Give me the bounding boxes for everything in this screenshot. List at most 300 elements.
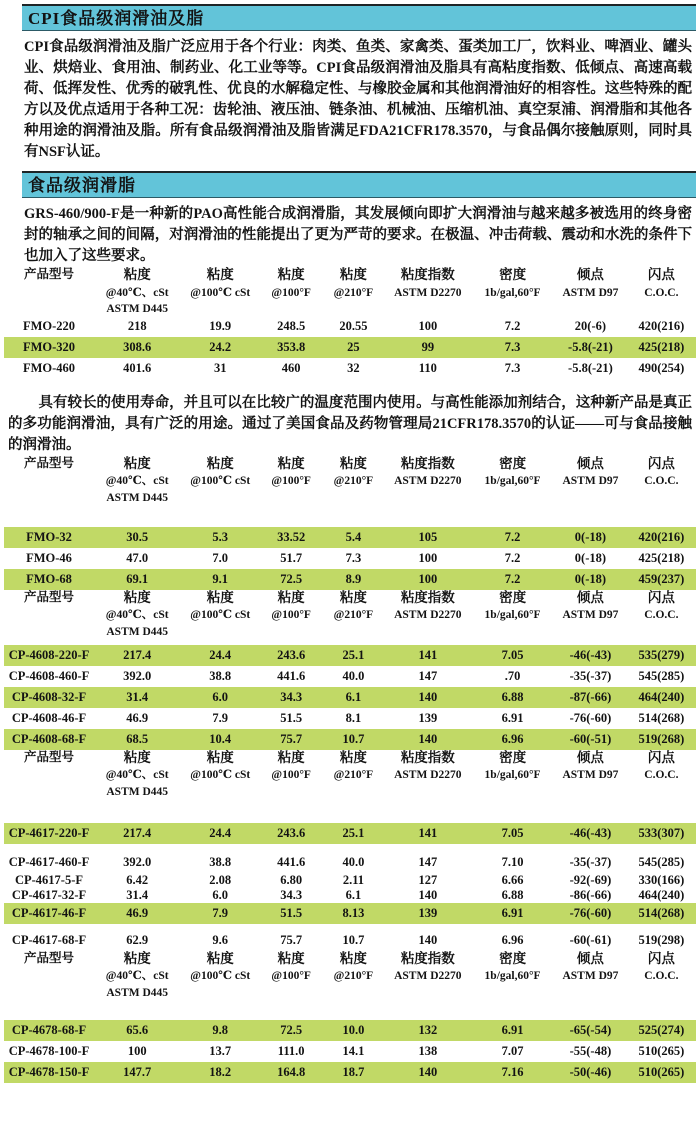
column-header [627, 456, 696, 527]
value-cell: 7.07 [501, 1044, 524, 1059]
spec-table-header [4, 750, 696, 823]
value-cell: 441.6 [277, 855, 306, 870]
value-cell: 490(254) [638, 361, 685, 376]
value-cell: -5.8(-21) [554, 337, 627, 358]
column-header-line: 粘度指数 [400, 267, 455, 282]
column-header [94, 951, 181, 1020]
value-cell: -55(-48) [569, 1044, 612, 1059]
value-cell: 47.0 [126, 551, 149, 566]
product-model-cell: CP-4608-46-F [11, 711, 87, 726]
value-cell: -86(-66) [569, 888, 612, 903]
table-row [4, 316, 696, 337]
product-model-cell: CP-4608-220-F [4, 645, 94, 666]
value-cell: 392.0 [123, 669, 152, 684]
column-header [627, 590, 696, 645]
column-header-line: @100℃ cSt [190, 769, 251, 782]
column-header [260, 590, 322, 645]
value-cell: -65(-54) [554, 1020, 627, 1041]
column-header [554, 750, 627, 823]
value-cell: 14.1 [342, 1044, 365, 1059]
product-model-cell: CP-4608-460-F [8, 669, 90, 684]
value-cell: 9.6 [212, 933, 229, 948]
value-cell: 20(-6) [574, 319, 607, 334]
column-header-line: ASTM D97 [562, 286, 619, 299]
header-row [4, 750, 696, 823]
value-cell: 40.0 [342, 669, 365, 684]
table-row [4, 666, 696, 687]
value-cell: 31 [213, 361, 227, 376]
column-header [627, 951, 696, 1020]
column-header-line: @210°F [333, 286, 374, 299]
value-cell: 0(-18) [554, 569, 627, 590]
value-cell: 8.9 [322, 569, 384, 590]
value-cell: 2.11 [342, 873, 365, 888]
value-cell: 30.5 [94, 527, 181, 548]
column-header [554, 456, 627, 527]
column-header-product: 产品型号 [23, 749, 74, 764]
column-header-product: 产品型号 [23, 267, 74, 281]
column-header-line: 粘度 [123, 589, 151, 605]
table-row [4, 527, 696, 548]
value-cell: -46(-43) [554, 823, 627, 844]
column-header-line: 粘度 [277, 455, 305, 471]
column-header-line: 粘度 [123, 950, 151, 966]
table-row [4, 729, 696, 750]
intro-paragraph: CPI食品级润滑油及脂广泛应用于各个行业：肉类、鱼类、家禽类、蛋类加工厂，饮料业、啤酒业、罐头业、烘焙业、食用油、制药业、化工业等等。CPI食品级润滑油及脂具有高粘度指数、低倾点、高速高载荷、低挥发性、优秀的破乳性、优良的水解稳定性、与橡胶金属和其他润滑油好的相容性。这些特殊的配方以及优点适用于各种工况：齿轮油、液压油、链条油、机械油、压缩机油、真空泵浦、润滑脂和其他各种用途的润滑油及脂。所有食品级润滑油及脂皆满足FDA21CFR178.3570，与食品偶尔接触原则，同时具有NSF认证。 [24, 39, 692, 160]
column-header-line: 1b/gal,60°F [484, 286, 541, 299]
fmo-note-paragraph: 具有较长的使用寿命，并且可以在比较广的温度范围内使用。与高性能添加剂结合，这种新产品是真正的多功能润滑油，具有广泛的用途。通过了美国食品及药物管理局21CFR178.3570的认证——可与食品接触的润滑油。 [8, 394, 692, 453]
value-cell: 111.0 [277, 1044, 305, 1059]
column-header-line: ASTM D2270 [394, 970, 462, 983]
column-header [554, 951, 627, 1020]
column-header-line: C.O.C. [644, 609, 679, 622]
column-header-line: 倾点 [576, 267, 604, 282]
column-header [260, 456, 322, 527]
table-row [4, 569, 696, 590]
column-header-line: 粘度 [206, 950, 234, 966]
column-header-line: C.O.C. [644, 286, 679, 299]
column-header-line: 粘度 [206, 589, 234, 605]
value-cell: 105 [385, 527, 472, 548]
value-cell: 75.7 [280, 933, 303, 948]
column-header-line: @100℃ cSt [190, 286, 251, 299]
column-header-line: ASTM D97 [562, 970, 619, 983]
spec-table-cp4617 [4, 750, 696, 951]
column-header-line: 粘度 [123, 267, 151, 282]
value-cell: 147 [418, 669, 438, 684]
value-cell: 6.88 [471, 687, 554, 708]
column-header-line: 倾点 [576, 749, 604, 765]
value-cell: -5.8(-21) [568, 361, 613, 376]
table-row [4, 873, 696, 888]
value-cell: 0(-18) [574, 551, 607, 566]
column-header-product: 产品型号 [23, 455, 74, 470]
value-cell: 8.13 [322, 903, 384, 924]
column-header-line: ASTM D445 [106, 986, 169, 999]
column-header-product: 产品型号 [23, 950, 74, 965]
column-header-line: ASTM D445 [106, 785, 169, 798]
column-header-line: C.O.C. [644, 970, 679, 983]
column-header-line: 粘度 [339, 267, 367, 282]
column-header [385, 456, 472, 527]
value-cell: 33.52 [260, 527, 322, 548]
value-cell: 425(218) [638, 551, 685, 566]
value-cell: 6.91 [501, 711, 524, 726]
value-cell: 18.2 [180, 1062, 260, 1083]
spec-table-header [4, 951, 696, 1020]
value-cell: 6.91 [471, 1020, 554, 1041]
value-cell: 31.4 [94, 687, 181, 708]
value-cell: -46(-43) [554, 645, 627, 666]
column-header [322, 267, 384, 316]
column-header [627, 267, 696, 316]
value-cell: 7.2 [471, 527, 554, 548]
column-header [471, 951, 554, 1020]
value-cell: 218 [127, 319, 147, 334]
table-row [4, 823, 696, 844]
value-cell: -87(-66) [554, 687, 627, 708]
value-cell: 147 [418, 855, 438, 870]
column-header-line: 闪点 [647, 455, 675, 471]
product-model-cell: FMO-32 [4, 527, 94, 548]
value-cell: 464(240) [638, 888, 685, 903]
value-cell: -76(-60) [554, 903, 627, 924]
value-cell: 6.66 [501, 873, 524, 888]
value-cell: 7.2 [504, 551, 521, 566]
spec-table-header [4, 456, 696, 527]
product-model-cell: FMO-460 [22, 361, 76, 376]
value-cell: 132 [385, 1020, 472, 1041]
product-model-cell: FMO-46 [26, 551, 72, 566]
value-cell: 510(265) [638, 1044, 685, 1059]
column-header-line: 密度 [499, 455, 527, 471]
value-cell: 38.8 [209, 669, 232, 684]
column-header [260, 750, 322, 823]
column-header-line: C.O.C. [644, 769, 679, 782]
value-cell: 140 [385, 1062, 472, 1083]
value-cell: 164.8 [260, 1062, 322, 1083]
column-header [260, 951, 322, 1020]
product-model-cell: FMO-220 [22, 319, 76, 334]
column-header [322, 951, 384, 1020]
product-model-cell: CP-4617-46-F [4, 903, 94, 924]
value-cell: 100 [418, 551, 438, 566]
column-header [180, 267, 260, 316]
value-cell: 62.9 [126, 933, 149, 948]
table-row [4, 903, 696, 924]
value-cell: 51.5 [280, 711, 303, 726]
column-header-line: @100℃ cSt [190, 475, 251, 488]
section-title-oils: CPI食品级润滑油及脂 [28, 9, 205, 28]
value-cell: 140 [418, 933, 438, 948]
column-header-line: 粘度指数 [400, 589, 455, 605]
column-header-line: @100°F [271, 286, 311, 299]
column-header-line: ASTM D2270 [394, 609, 462, 622]
value-cell: 100 [418, 319, 438, 334]
column-header-line: 粘度指数 [400, 950, 455, 966]
value-cell: 460 [281, 361, 301, 376]
value-cell: 100 [385, 569, 472, 590]
product-model-cell: CP-4617-5-F [14, 873, 83, 888]
column-header-line: 粘度指数 [400, 455, 455, 471]
value-cell: -35(-37) [569, 669, 612, 684]
column-header-line: 1b/gal,60°F [484, 769, 541, 782]
value-cell: 13.7 [209, 1044, 232, 1059]
spec-table-cp4678 [4, 951, 696, 1083]
column-header-line: 粘度 [339, 749, 367, 765]
value-cell: 525(274) [627, 1020, 696, 1041]
value-cell: 7.9 [180, 903, 260, 924]
table-row [4, 852, 696, 873]
section-title-bar-grease [22, 171, 696, 198]
column-header-line: 密度 [499, 267, 527, 282]
value-cell: 34.3 [280, 888, 303, 903]
table-row [4, 687, 696, 708]
value-cell: 510(265) [627, 1062, 696, 1083]
value-cell: 24.4 [180, 645, 260, 666]
column-header-line: 闪点 [647, 749, 675, 765]
value-cell: 6.96 [471, 729, 554, 750]
value-cell: 46.9 [126, 711, 149, 726]
value-cell: 25 [322, 337, 384, 358]
value-cell: 68.5 [94, 729, 181, 750]
column-header-line: ASTM D2270 [394, 475, 462, 488]
column-header-line: 粘度 [339, 589, 367, 605]
value-cell: 535(279) [627, 645, 696, 666]
product-model-cell: CP-4678-100-F [8, 1044, 90, 1059]
column-header [385, 590, 472, 645]
value-cell: 5.3 [180, 527, 260, 548]
column-header-line: @100℃ cSt [190, 970, 251, 983]
value-cell: 459(237) [627, 569, 696, 590]
column-header [94, 590, 181, 645]
value-cell: 6.0 [180, 687, 260, 708]
column-header-line: 倾点 [576, 455, 604, 471]
value-cell: 7.05 [471, 823, 554, 844]
value-cell: 10.4 [180, 729, 260, 750]
value-cell: 464(240) [627, 687, 696, 708]
value-cell: 9.1 [180, 569, 260, 590]
product-model-cell: CP-4617-32-F [11, 888, 87, 903]
column-header-line: ASTM D445 [106, 491, 169, 504]
column-header-line: ASTM D2270 [394, 769, 462, 782]
column-header-line: ASTM D445 [106, 302, 169, 315]
column-header [554, 590, 627, 645]
value-cell: 34.3 [260, 687, 322, 708]
column-header-line: C.O.C. [644, 475, 679, 488]
header-row [4, 951, 696, 1020]
column-header-line: @210°F [333, 769, 374, 782]
table-row [4, 708, 696, 729]
value-cell: 110 [418, 361, 437, 376]
value-cell: 46.9 [94, 903, 181, 924]
value-cell: 18.7 [322, 1062, 384, 1083]
value-cell: 217.4 [94, 823, 181, 844]
value-cell: 248.5 [277, 319, 306, 334]
value-cell: 425(218) [627, 337, 696, 358]
column-header-line: 1b/gal,60°F [484, 475, 541, 488]
column-header-line: 粘度 [206, 749, 234, 765]
column-header-line: 粘度指数 [400, 749, 455, 765]
product-model-cell: CP-4617-68-F [11, 933, 87, 948]
value-cell: 7.16 [471, 1062, 554, 1083]
value-cell: 25.1 [322, 645, 384, 666]
spec-table-fmo-light [4, 456, 696, 590]
header-row [4, 456, 696, 527]
value-cell: 519(268) [627, 729, 696, 750]
value-cell: 6.91 [471, 903, 554, 924]
value-cell: 5.4 [322, 527, 384, 548]
value-cell: 38.8 [209, 855, 232, 870]
spec-table-cp4608 [4, 590, 696, 750]
column-header-line: 粘度 [277, 749, 305, 765]
column-header [180, 951, 260, 1020]
value-cell: 24.2 [180, 337, 260, 358]
column-header [627, 750, 696, 823]
column-header-line: 粘度 [123, 749, 151, 765]
value-cell: 6.96 [501, 933, 524, 948]
column-header-line: @40℃、cSt [105, 475, 169, 488]
product-model-cell: CP-4678-68-F [4, 1020, 94, 1041]
value-cell: 0(-18) [554, 527, 627, 548]
value-cell: 69.1 [94, 569, 181, 590]
value-cell: 7.05 [471, 645, 554, 666]
value-cell: 6.0 [212, 888, 229, 903]
value-cell: 10.7 [322, 729, 384, 750]
column-header-line: 闪点 [647, 950, 675, 966]
column-header [385, 267, 472, 316]
value-cell: 514(268) [638, 711, 685, 726]
spec-table-header [4, 267, 696, 316]
column-header-line: 倾点 [576, 589, 604, 605]
value-cell: -50(-46) [554, 1062, 627, 1083]
value-cell: 7.3 [471, 337, 554, 358]
column-header [471, 590, 554, 645]
value-cell: 6.80 [280, 873, 303, 888]
value-cell: 75.7 [260, 729, 322, 750]
column-header-line: 密度 [499, 950, 527, 966]
header-row [4, 267, 696, 316]
value-cell: 141 [385, 823, 472, 844]
table-row [4, 1041, 696, 1062]
column-header-line: 倾点 [576, 950, 604, 966]
value-cell: 545(285) [638, 669, 685, 684]
value-cell: 65.6 [94, 1020, 181, 1041]
spec-table-header [4, 590, 696, 645]
value-cell: 138 [418, 1044, 438, 1059]
column-header-line: 1b/gal,60°F [484, 970, 541, 983]
table-row [4, 548, 696, 569]
column-header [94, 750, 181, 823]
value-cell: 401.6 [123, 361, 152, 376]
value-cell: -35(-37) [569, 855, 612, 870]
column-header [322, 750, 384, 823]
column-header-line: ASTM D97 [562, 475, 619, 488]
value-cell: 9.8 [180, 1020, 260, 1041]
column-header [180, 750, 260, 823]
value-cell: 7.10 [501, 855, 524, 870]
value-cell: 7.3 [504, 361, 521, 376]
value-cell: 24.4 [180, 823, 260, 844]
section-title-bar-oils [22, 4, 696, 31]
column-header [554, 267, 627, 316]
product-model-cell: FMO-320 [4, 337, 94, 358]
value-cell: -76(-60) [569, 711, 612, 726]
table-row [4, 930, 696, 951]
value-cell: 20.55 [339, 319, 368, 334]
column-header-line: 密度 [499, 589, 527, 605]
value-cell: 514(268) [627, 903, 696, 924]
column-header-line: ASTM D2270 [394, 286, 462, 299]
value-cell: 139 [385, 903, 472, 924]
column-header-line: @100℃ cSt [190, 609, 251, 622]
column-header-line: 闪点 [647, 589, 675, 605]
value-cell: 545(285) [638, 855, 685, 870]
product-model-cell: CP-4608-32-F [4, 687, 94, 708]
value-cell: 217.4 [94, 645, 181, 666]
value-cell: 353.8 [260, 337, 322, 358]
value-cell: 51.5 [260, 903, 322, 924]
column-header [180, 590, 260, 645]
value-cell: 308.6 [94, 337, 181, 358]
table-row [4, 645, 696, 666]
value-cell: -60(-51) [554, 729, 627, 750]
table-row [4, 888, 696, 903]
product-model-cell: CP-4617-460-F [8, 855, 90, 870]
value-cell: 7.3 [345, 551, 362, 566]
product-model-cell: CP-4678-150-F [4, 1062, 94, 1083]
column-header-line: 粘度 [206, 267, 234, 282]
column-header-line: @40℃、cSt [105, 609, 169, 622]
column-header-line: 闪点 [647, 267, 675, 282]
row-spacer [4, 844, 696, 852]
column-header-line: @210°F [333, 475, 374, 488]
value-cell: 99 [385, 337, 472, 358]
value-cell: 7.2 [471, 569, 554, 590]
value-cell: 127 [418, 873, 438, 888]
column-header-line: 粘度 [277, 589, 305, 605]
grease-paragraph: GRS-460/900-F是一种新的PAO高性能合成润滑脂，其发展倾向即扩大润滑油与越来越多被选用的终身密封的轴承之间的间隔，对润滑油的性能提出了更为严苛的要求。在极温、冲击荷载、震动和水洗的条件下也加入了这些要求。 [24, 206, 692, 264]
value-cell: 243.6 [260, 823, 322, 844]
value-cell: 7.9 [212, 711, 229, 726]
column-header [471, 267, 554, 316]
value-cell: .70 [504, 669, 521, 684]
value-cell: -92(-69) [569, 873, 612, 888]
column-header [260, 267, 322, 316]
column-header-line: 粘度 [277, 950, 305, 966]
column-header [322, 590, 384, 645]
value-cell: 533(307) [627, 823, 696, 844]
value-cell: 7.0 [212, 551, 229, 566]
value-cell: 147.7 [94, 1062, 181, 1083]
value-cell: 6.88 [501, 888, 524, 903]
value-cell: 72.5 [260, 569, 322, 590]
column-header [385, 951, 472, 1020]
value-cell: 519(298) [638, 933, 685, 948]
value-cell: 140 [385, 729, 472, 750]
column-header-line: 粘度 [339, 950, 367, 966]
column-header [180, 456, 260, 527]
header-row [4, 590, 696, 645]
column-header-line: 粘度 [123, 455, 151, 471]
value-cell: 10.0 [322, 1020, 384, 1041]
value-cell: 243.6 [260, 645, 322, 666]
value-cell: 100 [127, 1044, 147, 1059]
column-header-line: 密度 [499, 749, 527, 765]
value-cell: 40.0 [342, 855, 365, 870]
column-header-line: ASTM D445 [106, 625, 169, 638]
product-model-cell: CP-4617-220-F [4, 823, 94, 844]
